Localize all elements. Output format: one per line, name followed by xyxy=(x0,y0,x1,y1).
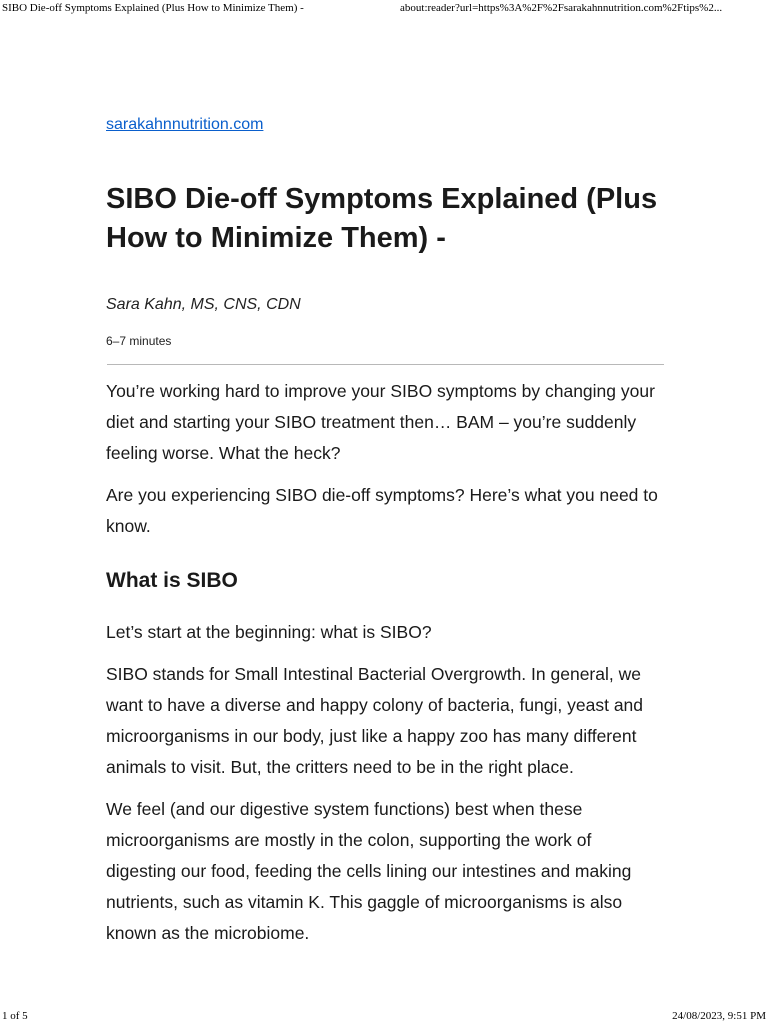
print-footer xyxy=(0,1010,768,1024)
header-divider xyxy=(107,364,664,365)
page-number: 1 of 5 xyxy=(2,1010,28,1022)
paragraph-what-is-sibo: Let’s start at the beginning: what is SIBO? xyxy=(106,622,432,642)
print-timestamp: 24/08/2023, 9:51 PM xyxy=(672,1010,766,1022)
article-content xyxy=(106,376,664,949)
print-url: about:reader?url=https%3A%2F%2Fsarakahnnutrition.com%2Ftips%2... xyxy=(400,2,723,14)
paragraph-question: Are you experiencing SIBO die-off symptoms? Here’s what you need to know. xyxy=(106,485,658,536)
article-title: SIBO Die-off Symptoms Explained (Plus How to Minimize Them) - xyxy=(106,183,658,254)
paragraph-sibo-definition: SIBO stands for Small Intestinal Bacterial Overgrowth. In general, we want to have a diverse and happy colony of bacteria, fungi, yeast and microorganisms in our body, just like a happy zoo has many different animals to visit. But, the critters need to be in the right place. xyxy=(106,664,644,777)
section-heading: What is SIBO xyxy=(106,569,238,592)
print-page-title: SIBO Die-off Symptoms Explained (Plus How to Minimize Them) - xyxy=(2,2,304,14)
paragraph-intro: You’re working hard to improve your SIBO symptoms by changing your diet and starting your SIBO treatment then… BAM – you’re suddenly feeling worse. What the heck? xyxy=(106,381,655,463)
print-header xyxy=(0,0,768,20)
reader-view xyxy=(106,114,664,960)
reading-time: 6–7 minutes xyxy=(106,334,172,348)
article-byline: Sara Kahn, MS, CNS, CDN xyxy=(106,296,301,313)
source-domain-link[interactable]: sarakahnnutrition.com xyxy=(106,116,264,133)
paragraph-microbiome: We feel (and our digestive system functions) best when these microorganisms are mostly in the colon, supporting the work of digesting our food, feeding the cells lining our intestines and making nutrients, such as vitamin K. This gaggle of microorganisms is also known as the microbiome. xyxy=(106,799,632,943)
